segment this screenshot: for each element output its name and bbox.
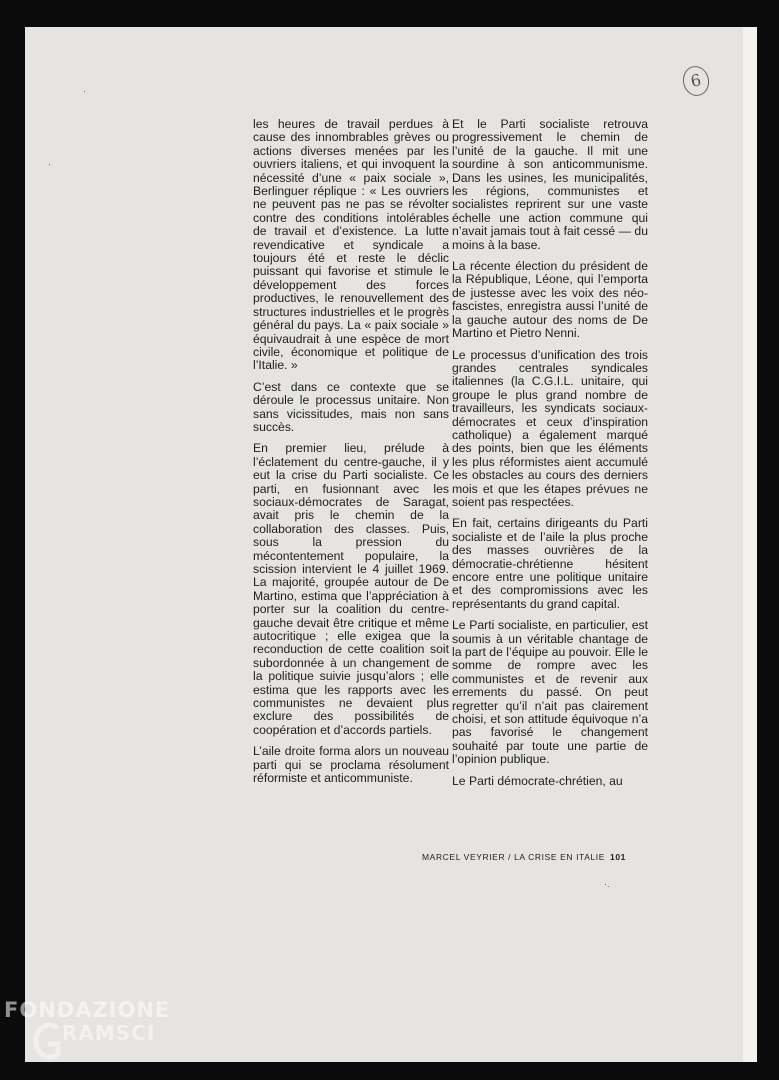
handwritten-page-number: 6	[680, 64, 712, 99]
paragraph: les heures de travail perdues à cause des innombrables grèves ou actions diverses menées par les ouvriers italiens, et qui invoquent la nécessité d’une « paix sociale », Berlinguer réplique : « Les ouvriers ne peuvent pas ne pas se révolter contre des conditions intolérables de travail et d’existence. La lutte revendicative et syndicale a toujours été et reste le déclic puissant qui favorise et stimule le développement des forces productives, le renouvellement des structures industrielles et le progrès général du pays. La « paix sociale » équivaudrait à une espèce de mort civile, économique et politique de l’Italie. »	[253, 117, 449, 373]
printed-page-number: 101	[610, 852, 627, 862]
speck-mark: ·	[48, 159, 51, 169]
paragraph: En premier lieu, prélude à l’éclatement du centre-gauche, il y eut la crise du Parti socialiste. Ce parti, en fusionnant avec les sociaux-démocrates de Saragat, avait pris le chemin de la collaboration des classes. Puis, sous la pression du mécontentement populaire, la scission intervient le 4 juillet 1969. La majorité, groupée autour de De Martino, estima que l’appréciation à porter sur la coalition du centre-gauche devait être critique et même autocritique ; elle exigea que la reconduction de cette coalition soit subordonnée à un changement de la politique suivie jusqu’alors ; elle estima que les rapports avec les communistes ne devaient plus exclure des possibilités de coopération et d’accords partiels.	[253, 441, 449, 737]
right-text-column	[452, 118, 648, 796]
paragraph: La récente élection du président de la République, Léone, qui l’emporta de justesse avec les voix des néo-fascistes, enregistra aussi l’unité de la gauche autour des noms de De Martino et Pietro Nenni.	[452, 259, 648, 341]
archive-watermark	[4, 998, 194, 1068]
paragraph: En fait, certains dirigeants du Parti socialiste et de l’aile la plus proche des masses ouvrières de la démocratie-chrétienne hésitent encore entre une politique unitaire et des compromissions avec les représentants du grand capital.	[452, 516, 648, 611]
running-head: MARCEL VEYRIER / LA CRISE EN ITALIE	[422, 852, 606, 862]
speck-mark: ·	[83, 86, 86, 96]
paragraph: Le Parti démocrate-chrétien, au	[452, 773, 623, 788]
paragraph: Le Parti socialiste, en particulier, est soumis à un véritable chantage de la part de l’équipe au pouvoir. Elle le somme de rompre avec les communistes et de revenir aux errements du passé. On peut regretter qu’il n’ait pas clairement choisi, et son attitude équivoque n’a pas favorisé le changement souhaité par toute une partie de l’opinion publique.	[452, 618, 648, 767]
page-edge	[743, 27, 757, 1062]
left-text-column	[253, 118, 449, 794]
paragraph: L’aile droite forma alors un nouveau parti qui se proclama résolument réformiste et anticommuniste.	[253, 744, 449, 786]
watermark-g-logo-icon	[32, 1016, 64, 1064]
speck-mark: ·.	[604, 879, 610, 889]
watermark-line-1: FONDAZIONE	[4, 998, 171, 1022]
paragraph: C’est dans ce contexte que se déroule le processus unitaire. Non sans vicissitudes, mais non sans succès.	[253, 379, 449, 434]
paragraph: Le processus d’unification des trois grandes centrales syndicales italiennes (la C.G.I.L. unitaire, qui groupe le plus grand nombre de travailleurs, les syndicats sociaux-démocrates et ceux d’inspiration catholique) a également marqué des points, bien que les éléments les plus réformistes aient accumulé les obstacles au cours des derniers mois et que les étapes prévues ne soient pas respectées.	[452, 347, 648, 509]
watermark-line-2: RAMSCI	[62, 1021, 156, 1045]
running-footer	[422, 852, 626, 862]
paragraph: Et le Parti socialiste retrouva progressivement le chemin de l’unité de la gauche. Il mit une sourdine à son anticommunisme. Dans les usines, les municipalités, les régions, communistes et socialistes reprirent sur une vaste échelle une action commune qui n’avait jamais tout à fait cessé — du moins à la base.	[452, 117, 648, 252]
